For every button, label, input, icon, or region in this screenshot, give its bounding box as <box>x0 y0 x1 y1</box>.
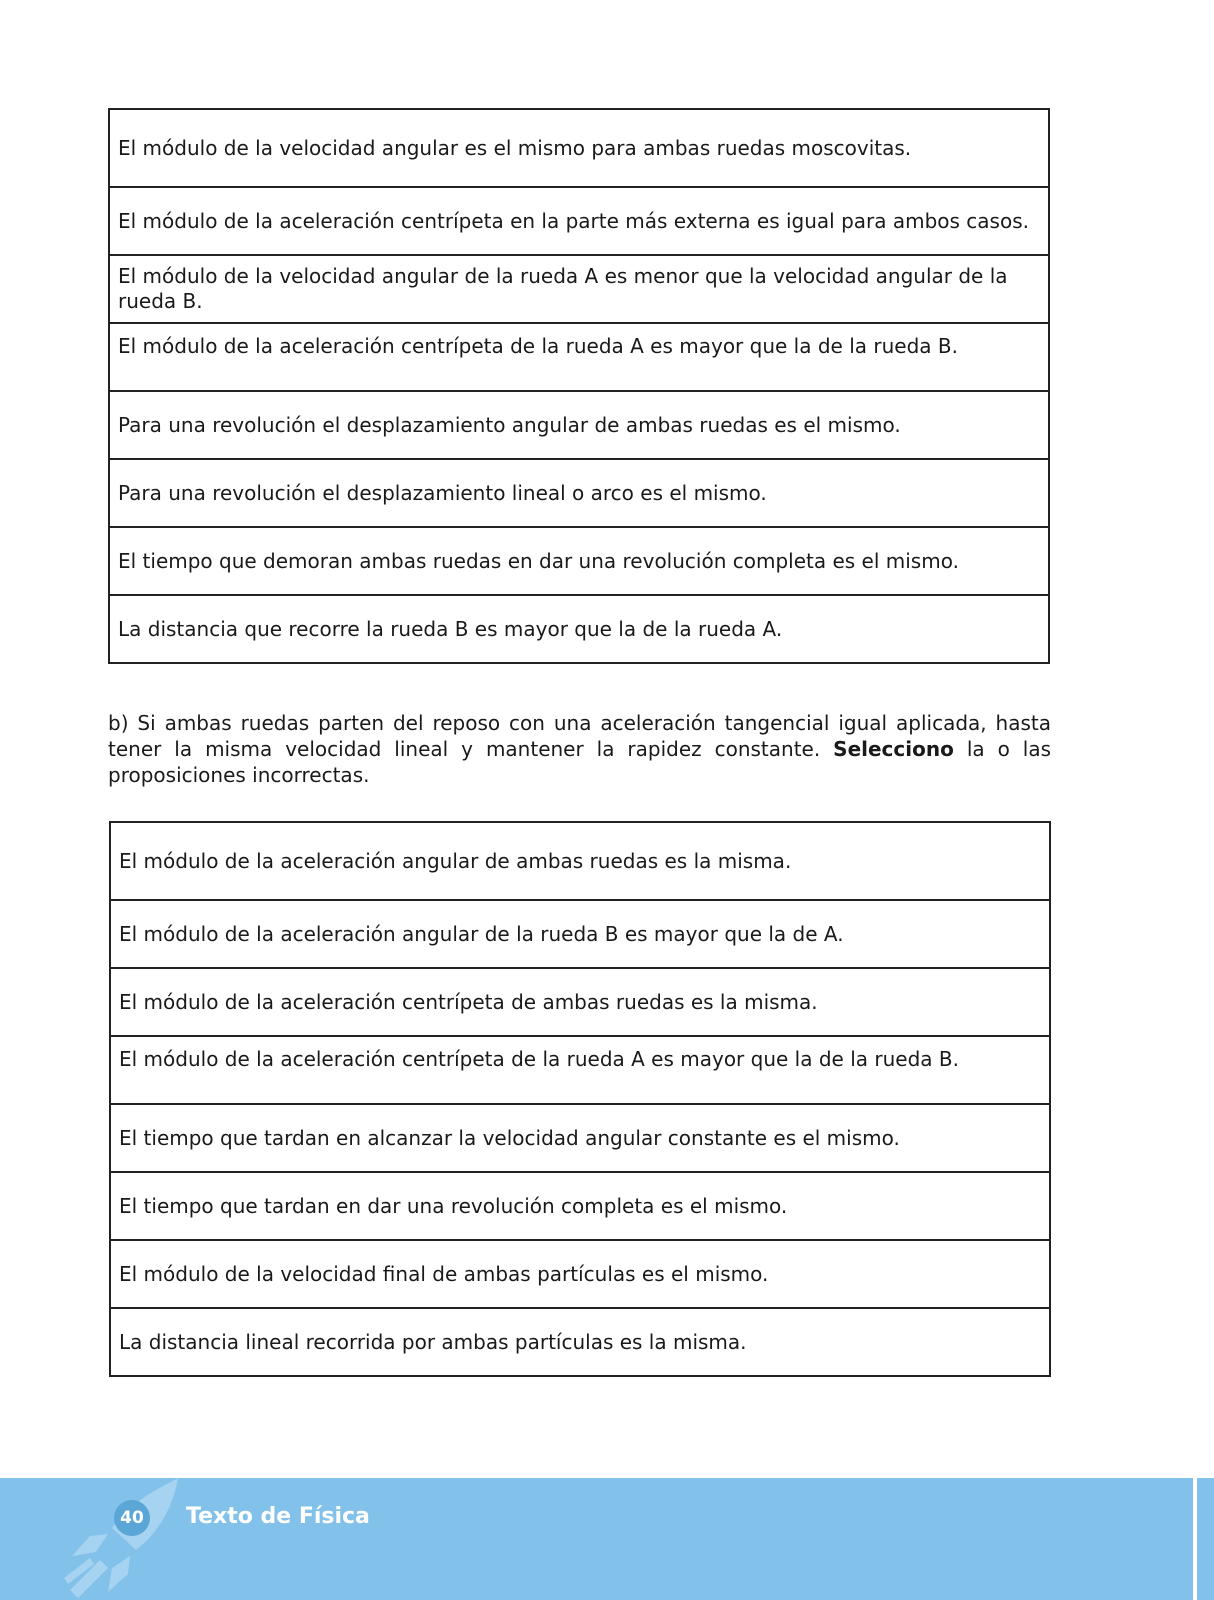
rocket-icon <box>50 1478 190 1600</box>
proposition-cell: La distancia lineal recorrida por ambas partículas es la misma. <box>110 1308 1050 1376</box>
table-row <box>110 1172 1050 1240</box>
table-row <box>109 255 1049 323</box>
proposition-cell: La distancia que recorre la rueda B es mayor que la de la rueda A. <box>109 595 1049 663</box>
footer-band <box>0 1478 1214 1600</box>
proposition-cell: El tiempo que tardan en alcanzar la velocidad angular constante es el mismo. <box>110 1104 1050 1172</box>
table-row <box>109 391 1049 459</box>
table-row <box>110 1240 1050 1308</box>
proposition-cell: El módulo de la aceleración centrípeta de ambas ruedas es la misma. <box>110 968 1050 1036</box>
table-row <box>110 1104 1050 1172</box>
proposition-cell: El módulo de la velocidad angular es el mismo para ambas ruedas moscovitas. <box>109 109 1049 187</box>
proposition-cell: Para una revolución el desplazamiento lineal o arco es el mismo. <box>109 459 1049 527</box>
instruction-paragraph <box>108 710 1051 788</box>
proposition-cell: El módulo de la aceleración centrípeta en la parte más externa es igual para ambos casos. <box>109 187 1049 255</box>
table-row <box>110 1036 1050 1104</box>
table-row <box>109 595 1049 663</box>
footer-title: Texto de Física <box>186 1504 370 1529</box>
table-row <box>110 1308 1050 1376</box>
instruction-bold: Selecciono <box>833 737 954 761</box>
table-row <box>110 900 1050 968</box>
table-row <box>109 459 1049 527</box>
table-row <box>109 109 1049 187</box>
footer-edge-strip <box>1193 1478 1214 1600</box>
proposition-cell: El módulo de la aceleración centrípeta de la rueda A es mayor que la de la rueda B. <box>110 1036 1050 1104</box>
proposition-cell: El tiempo que tardan en dar una revolución completa es el mismo. <box>110 1172 1050 1240</box>
table-row <box>110 822 1050 900</box>
proposition-cell: El módulo de la aceleración angular de ambas ruedas es la misma. <box>110 822 1050 900</box>
propositions-table-b <box>109 821 1051 1377</box>
proposition-cell: El tiempo que demoran ambas ruedas en dar una revolución completa es el mismo. <box>109 527 1049 595</box>
table-row <box>110 968 1050 1036</box>
table-row <box>109 323 1049 391</box>
page-number-badge: 40 <box>114 1500 150 1536</box>
table-row <box>109 187 1049 255</box>
proposition-cell: El módulo de la velocidad final de ambas partículas es el mismo. <box>110 1240 1050 1308</box>
proposition-cell: Para una revolución el desplazamiento angular de ambas ruedas es el mismo. <box>109 391 1049 459</box>
proposition-cell: El módulo de la aceleración centrípeta de la rueda A es mayor que la de la rueda B. <box>109 323 1049 391</box>
table-row <box>109 527 1049 595</box>
propositions-table-a <box>108 108 1050 664</box>
proposition-cell: El módulo de la velocidad angular de la rueda A es menor que la velocidad angular de la rueda B. <box>109 255 1049 323</box>
proposition-cell: El módulo de la aceleración angular de la rueda B es mayor que la de A. <box>110 900 1050 968</box>
instruction-text-end: la o las proposiciones incorrectas. <box>108 737 1051 787</box>
instruction-text: b) Si ambas ruedas parten del reposo con una aceleración tangencial igual aplicada, hasta tener la misma velocidad lineal y mantener la rapidez constante. <box>108 711 1051 761</box>
